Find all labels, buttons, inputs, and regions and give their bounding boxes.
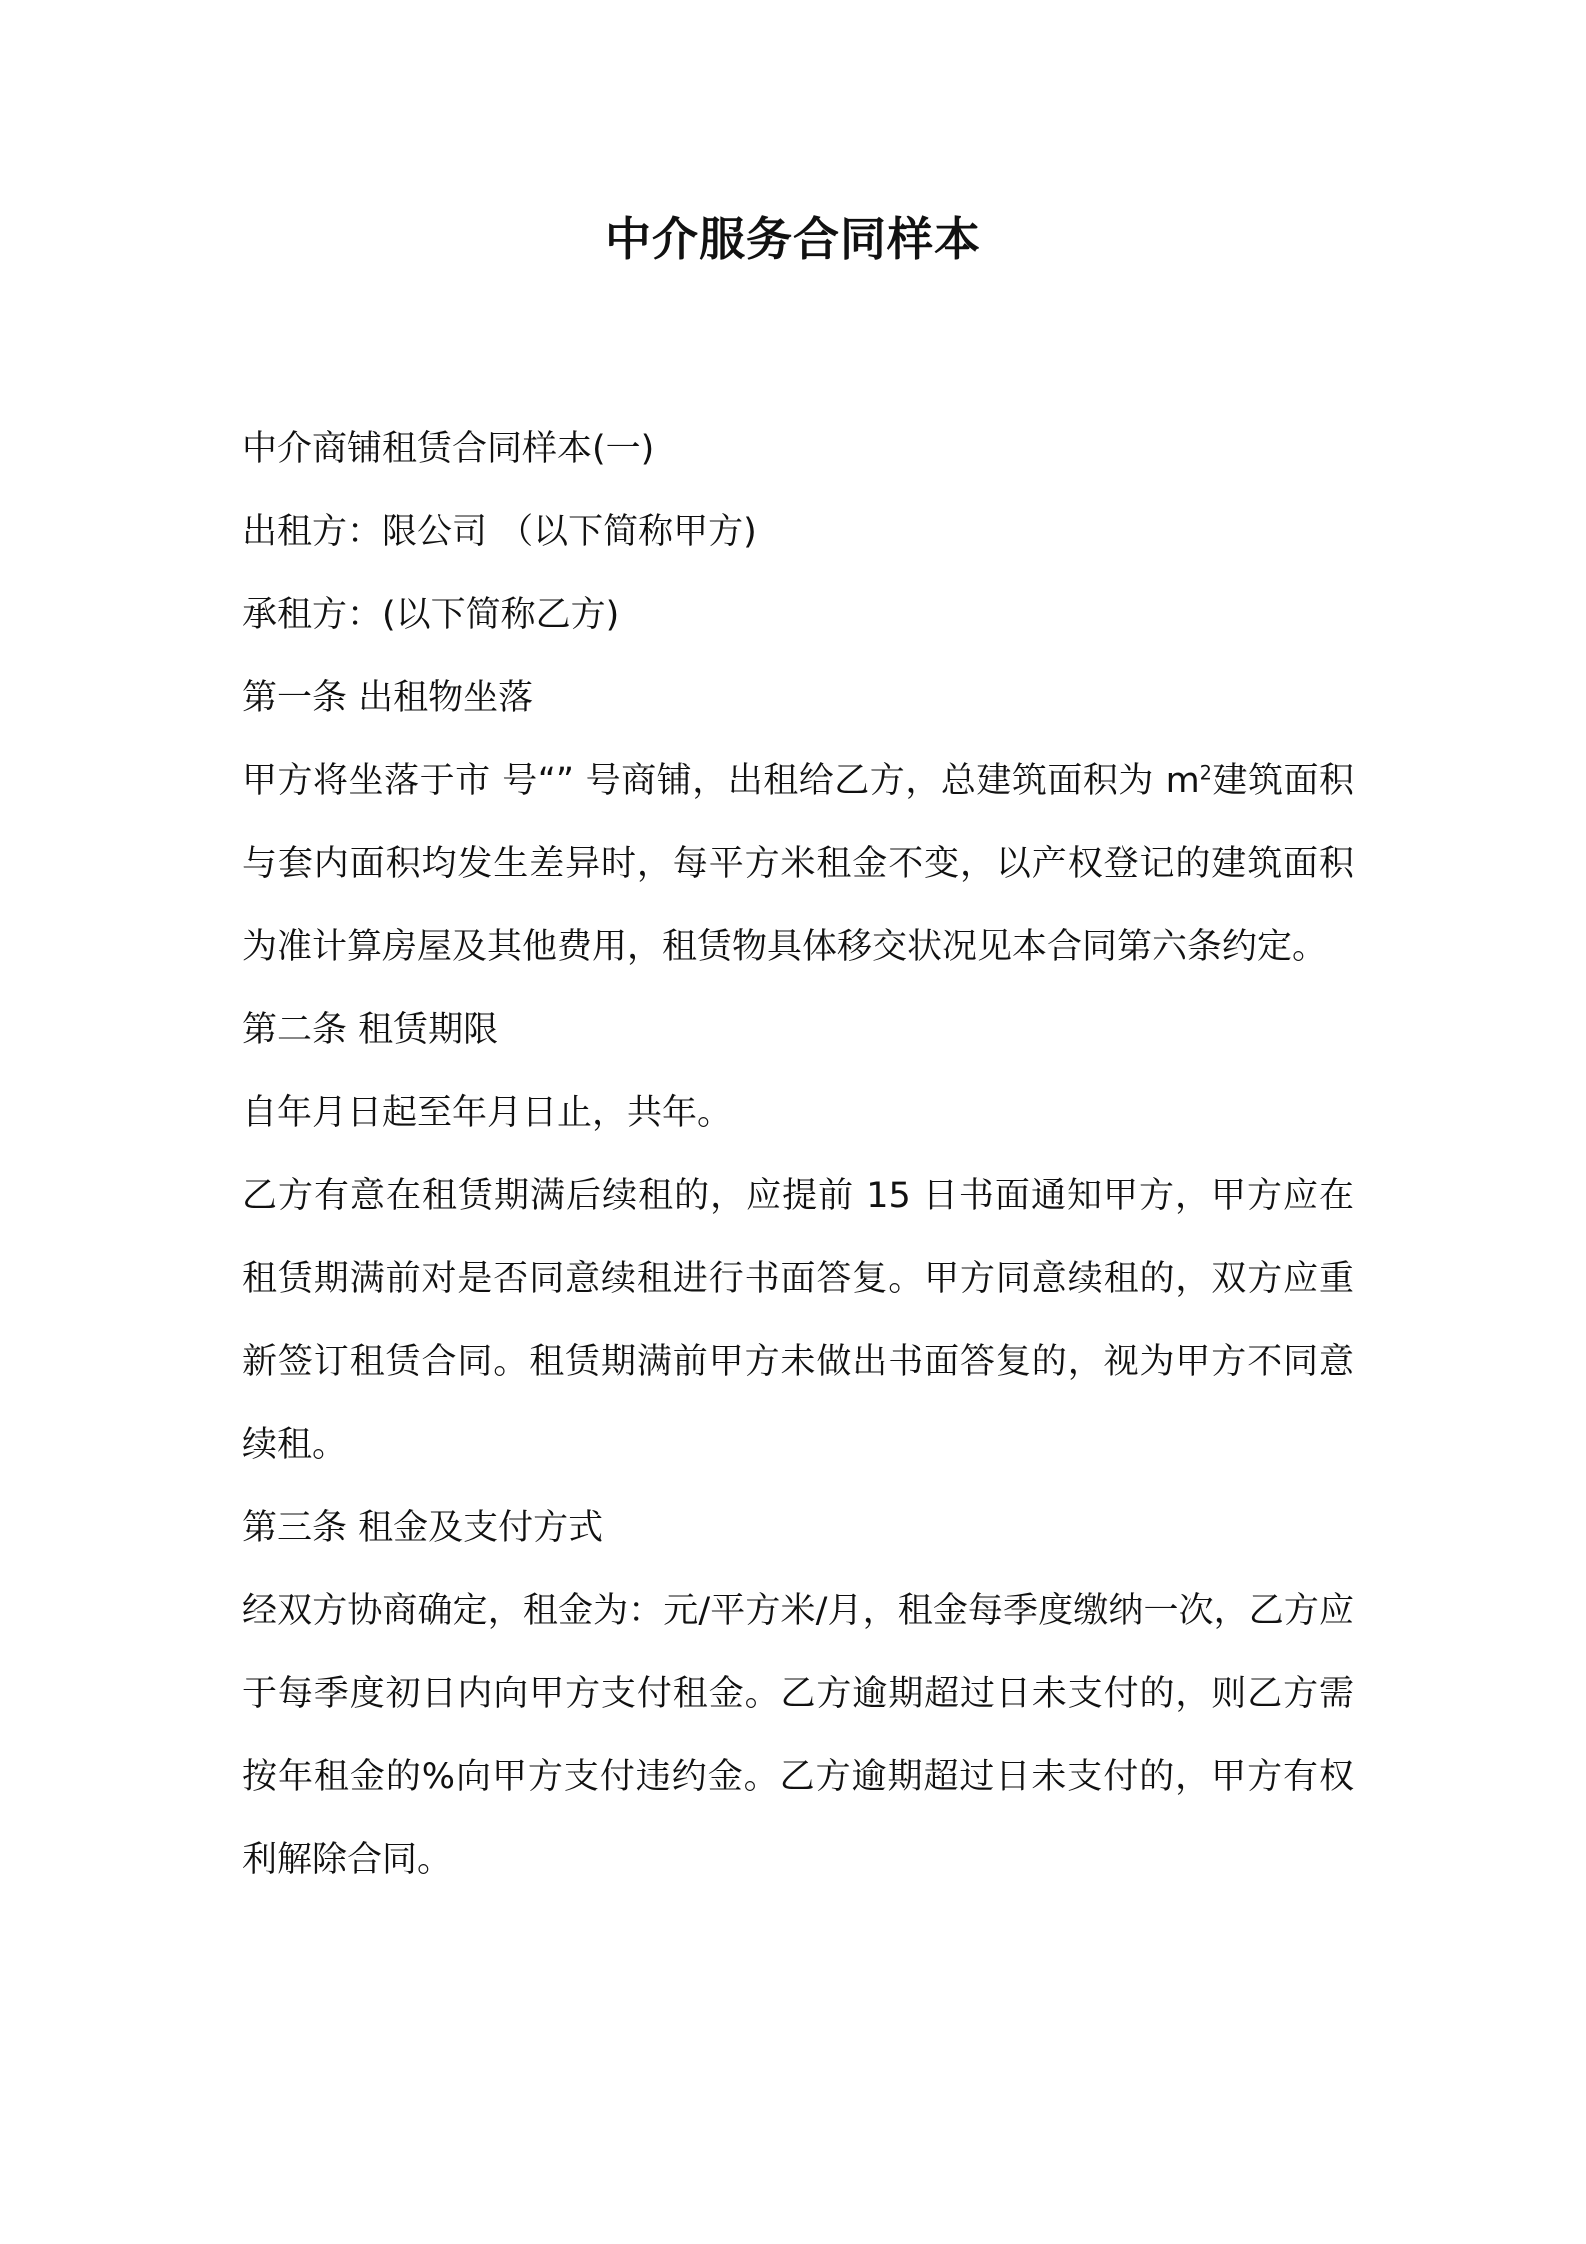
- article-2-renewal: 乙方有意在租赁期满后续租的，应提前 15 日书面通知甲方，甲方应在租赁期满前对是否同意续租进行书面答复。甲方同意续租的，双方应重新签订租赁合同。租赁期满前甲方未做出书面答复的，视为甲方不同意续租。: [242, 1176, 1354, 1465]
- article-2-heading: 第二条 租赁期限: [242, 1010, 499, 1050]
- article-1-text: [242, 740, 1354, 989]
- article-3-heading: 第三条 租金及支付方式: [242, 1508, 604, 1548]
- document-title: 中介服务合同样本: [605, 212, 981, 266]
- article-1-text-part-b: 建筑面积与套内面积均发生差异时，每平方米租金不变，以产权登记的建筑面积为准计算房屋及其他费用，租赁物具体移交状况见本合同第六条约定。: [242, 761, 1354, 967]
- document-body: [242, 408, 1354, 1902]
- lessor-line: 出租方：限公司 （以下简称甲方): [242, 512, 757, 552]
- article-1-text-part-a: 甲方将坐落于市 号“” 号商铺，出租给乙方，总建筑面积为 m: [242, 761, 1200, 801]
- article-3-text: 经双方协商确定，租金为：元/平方米/月，租金每季度缴纳一次，乙方应于每季度初日内向甲方支付租金。乙方逾期超过日未支付的，则乙方需按年租金的%向甲方支付违约金。乙方逾期超过日未支付的，甲方有权利解除合同。: [242, 1591, 1354, 1880]
- article-2-term: 自年月日起至年月日止，共年。: [242, 1093, 733, 1133]
- article-1-heading: 第一条 出租物坐落: [242, 678, 534, 718]
- contract-subtitle: 中介商铺租赁合同样本(一): [242, 429, 655, 469]
- square-meter-superscript: 2: [1199, 761, 1212, 785]
- lessee-line: 承租方：(以下简称乙方): [242, 595, 620, 635]
